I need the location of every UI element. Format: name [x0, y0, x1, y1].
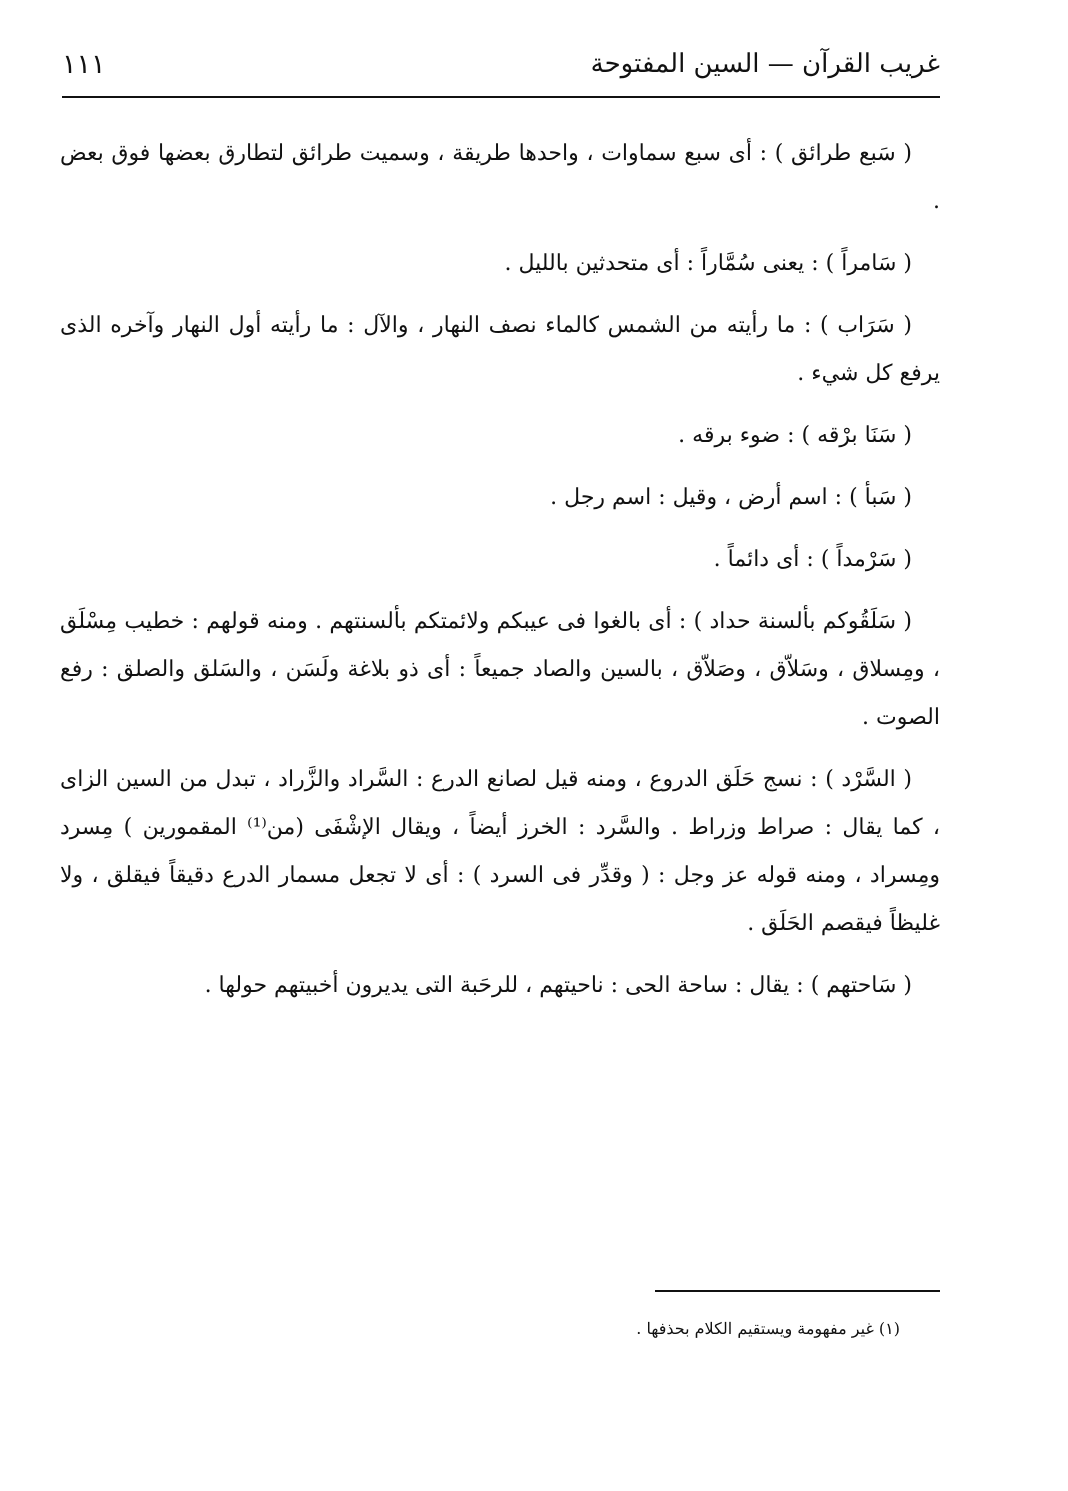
page-header	[62, 38, 940, 90]
entry-sana-barqihi: ( سَنَا برْقه ) : ضوء برقه .	[678, 423, 912, 448]
entry-samiran: ( سَامراً ) : يعنى سُمَّاراً : أى متحدثين بالليل .	[504, 251, 912, 276]
entry-sahatihim: ( سَاحتهم ) : يقال : ساحة الحى : ناحيتهم ، للرحَبة التى يديرون أخبيتهم حولها .	[204, 973, 912, 998]
entry-sarmadan: ( سَرْمداً ) : أى دائماً .	[713, 547, 912, 572]
page-number: ١١١	[62, 48, 106, 80]
entry-al-sard: ( السَّرْد ) : نسج حَلَق الدروع ، ومنه قيل لصانع الدرع : السَّراد والزَّراد ، تبدل من السين الزاى ، كما يقال : صراط وزراط . والسَّرد : الخرز أيضاً ، ويقال الإشْفَى (من⁽¹⁾ المقمورين ) مِسرد ومِسراد ، ومنه قوله عز وجل : ( وقدِّر فى السرد ) : أى لا تجعل مسمار الدرع دقيقاً فيقلق ، ولا غليظاً فيقصم الحَلَق .	[60, 767, 940, 936]
entry-saba: ( سَبأ ) : اسم أرض ، وقيل : اسم رجل .	[550, 485, 912, 510]
header-divider	[62, 96, 940, 98]
entry-sab-taraiq: ( سَبع طرائق ) : أى سبع سماوات ، واحدها طريقة ، وسميت طرائق لتطارق بعضها فوق بعض .	[60, 141, 940, 214]
footnote-divider	[655, 1290, 940, 1292]
entry-sarab: ( سَرَاب ) : ما رأيته من الشمس كالماء نصف النهار ، والآل : ما رأيته أول النهار وآخره الذى يرفع كل شيء .	[60, 313, 940, 386]
page-body	[60, 130, 940, 1024]
entry-salaqukum: ( سَلَقُوكم بألسنة حداد ) : أى بالغوا فى عيبكم ولائمتكم بألسنتهم . ومنه قولهم : خطيب مِسْلَق ، ومِسلاق ، وسَلاّق ، وصَلاّق ، بالسين والصاد جميعاً : أى ذو بلاغة ولَسَن ، والسَلق والصلق : رفع الصوت .	[60, 609, 940, 730]
running-title: غريب القرآن — السين المفتوحة	[590, 49, 940, 79]
footnote: (١) غير مفهومة ويستقيم الكلام بحذفها .	[636, 1319, 900, 1338]
